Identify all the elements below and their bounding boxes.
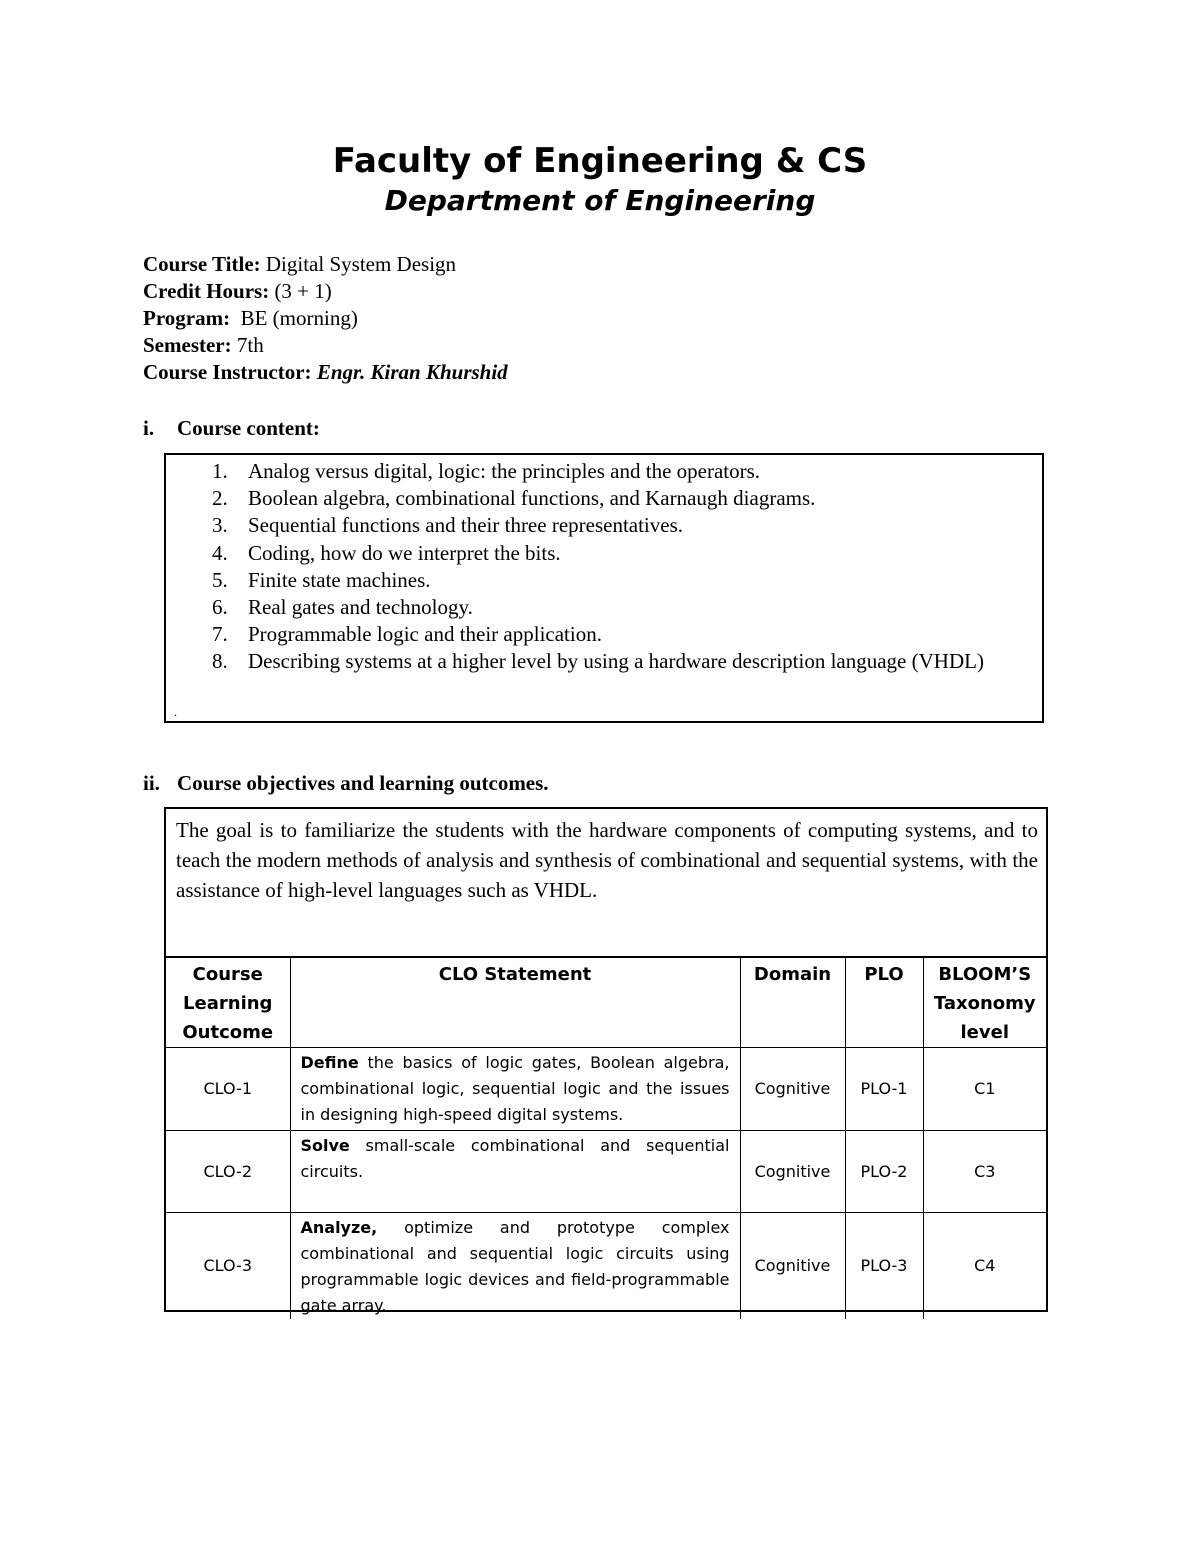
course-title-label: Course Title: — [143, 252, 261, 276]
semester-value: 7th — [236, 333, 264, 357]
clo-statement-text: small-scale combinational and sequential circuits. — [300, 1136, 730, 1181]
list-item — [166, 540, 1046, 567]
header-statement: CLO Statement — [290, 957, 740, 1048]
header-domain: Domain — [740, 957, 845, 1048]
credit-hours-row — [143, 278, 508, 305]
program-row — [143, 305, 508, 332]
goal-paragraph: The goal is to familiarize the students with the hardware components of computing systems, and to teach the modern methods of analysis and synthesis of combinational and sequential systems, with the assistance of high-level languages such as VHDL. — [176, 818, 1038, 902]
list-item-text: Sequential functions and their three representatives. — [248, 513, 684, 538]
semester-row — [143, 332, 508, 359]
list-item — [166, 485, 1046, 512]
clo-statement — [290, 1131, 740, 1213]
clo-id: CLO-1 — [166, 1048, 290, 1131]
list-item-number: 6. — [212, 595, 228, 620]
clo-statement-text: optimize and prototype complex combinational and sequential logic circuits using programmable logic devices and field-programmable gate array. — [300, 1218, 730, 1315]
list-item — [166, 648, 1046, 675]
clo-verb: Analyze, — [300, 1218, 378, 1237]
list-item-number: 3. — [212, 513, 228, 538]
program-value: BE (morning) — [240, 306, 358, 330]
list-item-number: 5. — [212, 567, 228, 592]
list-item — [166, 621, 1046, 648]
clo-statement — [290, 1048, 740, 1131]
section-number: i. — [143, 416, 155, 440]
clo-plo: PLO-2 — [845, 1131, 923, 1213]
table-row — [166, 1131, 1046, 1213]
list-item — [166, 512, 1046, 539]
header-plo: PLO — [845, 957, 923, 1048]
section-heading-text: Course objectives and learning outcomes. — [177, 771, 549, 795]
course-content-box — [164, 453, 1044, 723]
clo-bloom: C1 — [923, 1048, 1046, 1131]
list-item — [166, 567, 1046, 594]
clo-verb: Solve — [300, 1136, 350, 1155]
program-label: Program: — [143, 306, 231, 330]
course-content-list — [166, 458, 1046, 676]
table-row — [166, 1213, 1046, 1320]
list-item-text: Finite state machines. — [248, 567, 431, 592]
clo-table — [166, 956, 1046, 1319]
credit-hours-value: (3 + 1) — [274, 279, 332, 303]
list-item — [166, 594, 1046, 621]
clo-domain: Cognitive — [740, 1131, 845, 1213]
clo-statement-text: the basics of logic gates, Boolean algebra, combinational logic, sequential logic and the issues in designing high-speed digital systems. — [300, 1053, 730, 1124]
clo-plo: PLO-1 — [845, 1048, 923, 1131]
clo-plo: PLO-3 — [845, 1213, 923, 1320]
section-heading-text: Course content: — [177, 416, 320, 440]
faculty-title: Faculty of Engineering & CS — [332, 141, 868, 181]
instructor-row — [143, 359, 508, 386]
list-item-text: Programmable logic and their application. — [248, 622, 602, 647]
table-row — [166, 1048, 1046, 1131]
instructor-label: Course Instructor: — [143, 360, 312, 384]
list-item-number: 7. — [212, 622, 228, 647]
list-item-text: Coding, how do we interpret the bits. — [248, 540, 561, 565]
list-item-number: 2. — [212, 486, 228, 511]
trailing-mark: . — [174, 705, 177, 719]
section-objectives-heading — [143, 769, 549, 797]
section-content-heading — [143, 414, 320, 442]
header-bloom: BLOOM’S Taxonomy level — [923, 957, 1046, 1048]
list-item-text: Analog versus digital, logic: the principles and the operators. — [248, 459, 761, 483]
list-item-number: 4. — [212, 540, 228, 565]
table-header-row — [166, 957, 1046, 1048]
clo-statement — [290, 1213, 740, 1320]
list-item-text: Describing systems at a higher level by using a hardware description language (VHDL) — [248, 649, 984, 674]
header-outcome: Course Learning Outcome — [166, 957, 290, 1048]
list-item — [166, 458, 1046, 485]
course-title-row — [143, 251, 508, 278]
department-title: Department of Engineering — [384, 184, 816, 217]
clo-domain: Cognitive — [740, 1213, 845, 1320]
clo-bloom: C4 — [923, 1213, 1046, 1320]
clo-bloom: C3 — [923, 1131, 1046, 1213]
clo-id: CLO-3 — [166, 1213, 290, 1320]
course-info — [143, 251, 508, 386]
clo-verb: Define — [300, 1053, 359, 1072]
clo-domain: Cognitive — [740, 1048, 845, 1131]
course-title-value: Digital System Design — [265, 252, 457, 276]
list-item-text: Boolean algebra, combinational functions, and Karnaugh diagrams. — [248, 486, 816, 511]
list-item-number: 8. — [212, 649, 228, 674]
list-item-number: 1. — [212, 459, 228, 483]
credit-hours-label: Credit Hours: — [143, 279, 270, 303]
semester-label: Semester: — [143, 333, 232, 357]
objectives-box — [164, 807, 1048, 1315]
clo-id: CLO-2 — [166, 1131, 290, 1213]
instructor-value: Engr. Kiran Khurshid — [316, 360, 508, 384]
section-number: ii. — [143, 771, 160, 795]
list-item-text: Real gates and technology. — [248, 595, 473, 620]
